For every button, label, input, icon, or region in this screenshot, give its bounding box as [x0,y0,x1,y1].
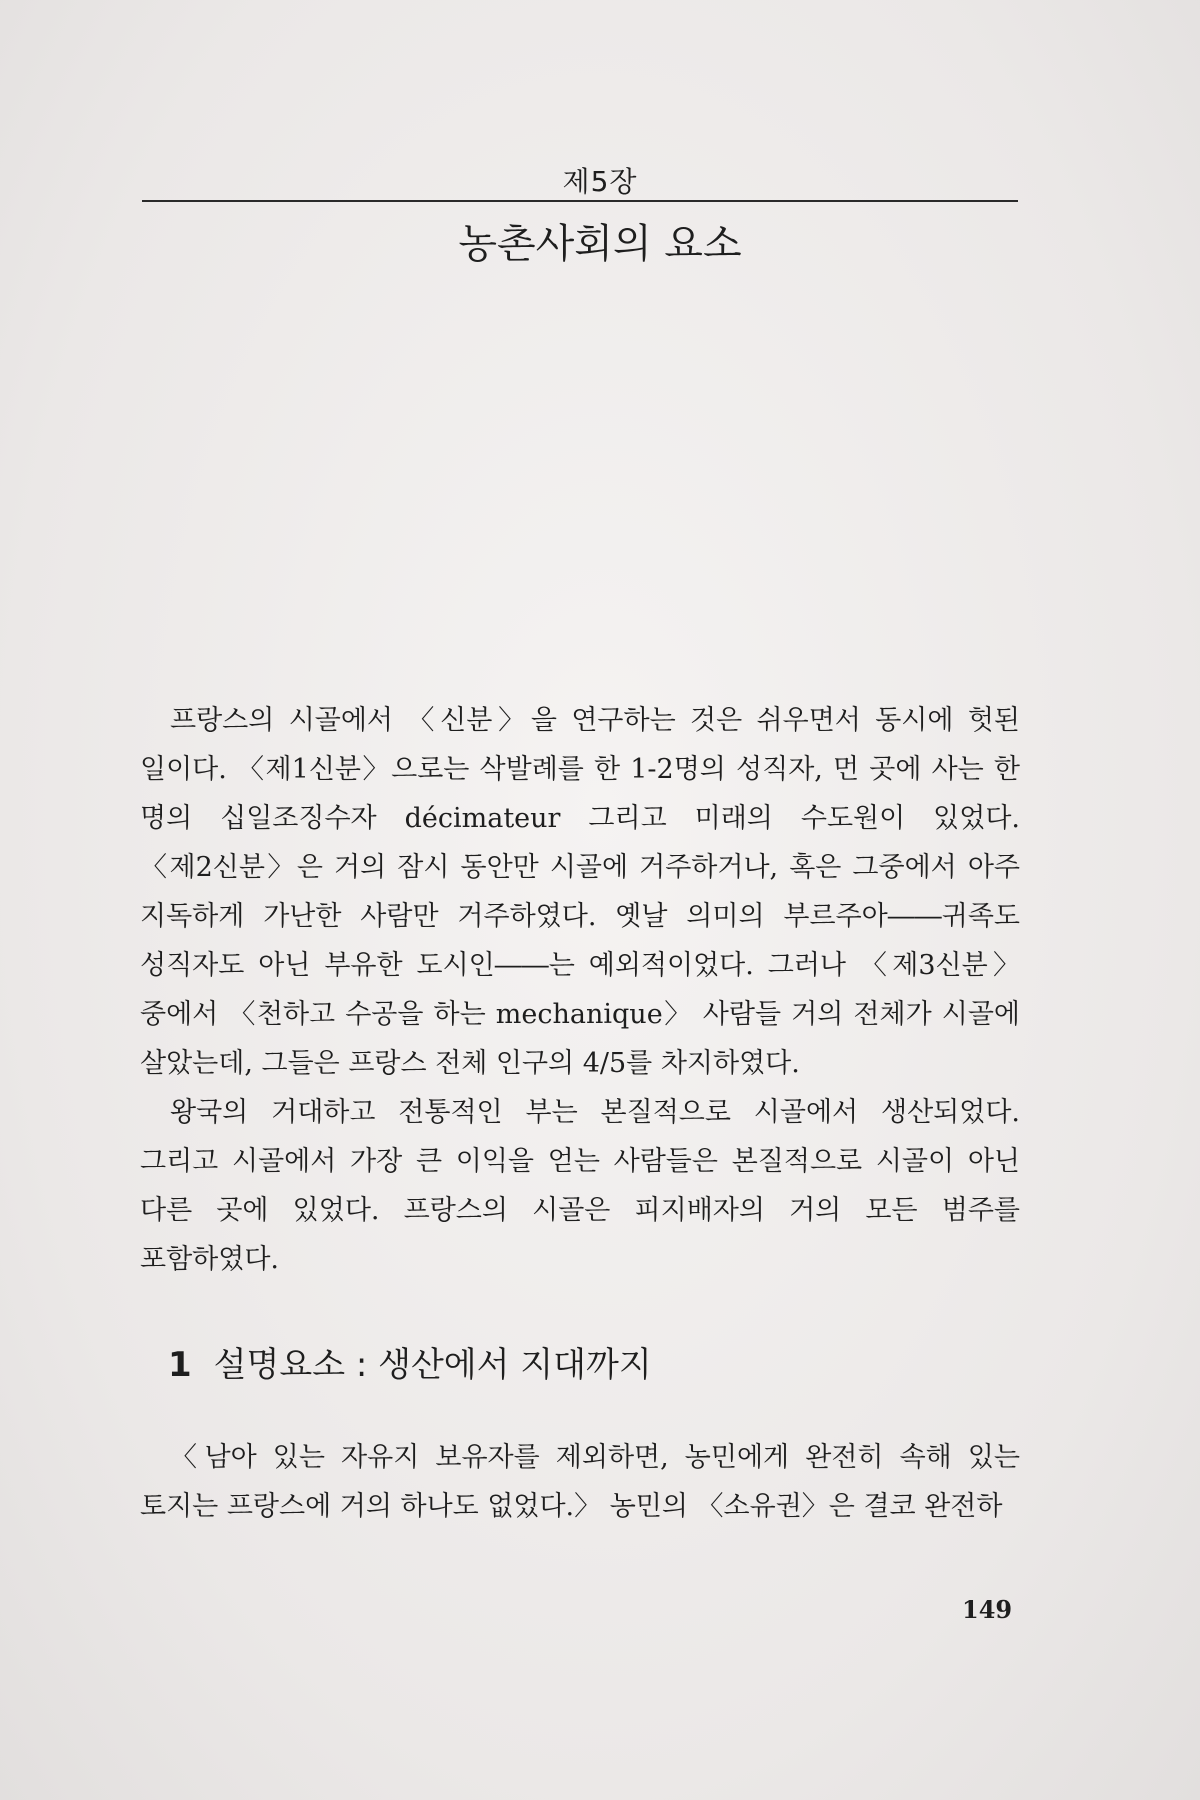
section-heading [168,1337,652,1386]
page-number: 149 [962,1595,1013,1624]
chapter-divider [142,200,1018,202]
paragraph-3: 〈남아 있는 자유지 보유자를 제외하면, 농민에게 완전히 속해 있는 토지는 프랑스에 거의 하나도 없었다.〉 농민의 〈소유권〉은 결코 완전하 [140,1442,1020,1522]
section-title: 설명요소 : 생산에서 지대까지 [213,1345,652,1385]
chapter-title: 농촌사회의 요소 [458,221,742,267]
paragraph-1: 프랑스의 시골에서 〈신분〉을 연구하는 것은 쉬우면서 동시에 헛된 일이다. 〈제1신분〉으로는 삭발례를 한 1-2명의 성직자, 먼 곳에 사는 한 명의 십일조징수자 décimateur 그리고 미래의 수도원이 있었다. 〈제2신분〉은 거의 잠시 동안만 시골에 거주하거나, 혹은 그중에서 아주 지독하게 가난한 사람만 거주하였다. 옛날 의미의 부르주아――귀족도 성직자도 아닌 부유한 도시인――는 예외적이었다. 그러나 〈제3신분〉 중에서 〈천하고 수공을 하는 mechanique〉 사람들 거의 전체가 시골에 살았는데, 그들은 프랑스 전체 인구의 4/5를 차지하였다. [140,705,1020,1079]
chapter-label: 제5장 [562,165,638,198]
paragraph-2: 왕국의 거대하고 전통적인 부는 본질적으로 시골에서 생산되었다. 그리고 시골에서 가장 큰 이익을 얻는 사람들은 본질적으로 시골이 아닌 다른 곳에 있었다. 프랑스의 시골은 피지배자의 거의 모든 범주를 포함하였다. [140,1097,1020,1275]
section-number: 1 [168,1345,192,1385]
